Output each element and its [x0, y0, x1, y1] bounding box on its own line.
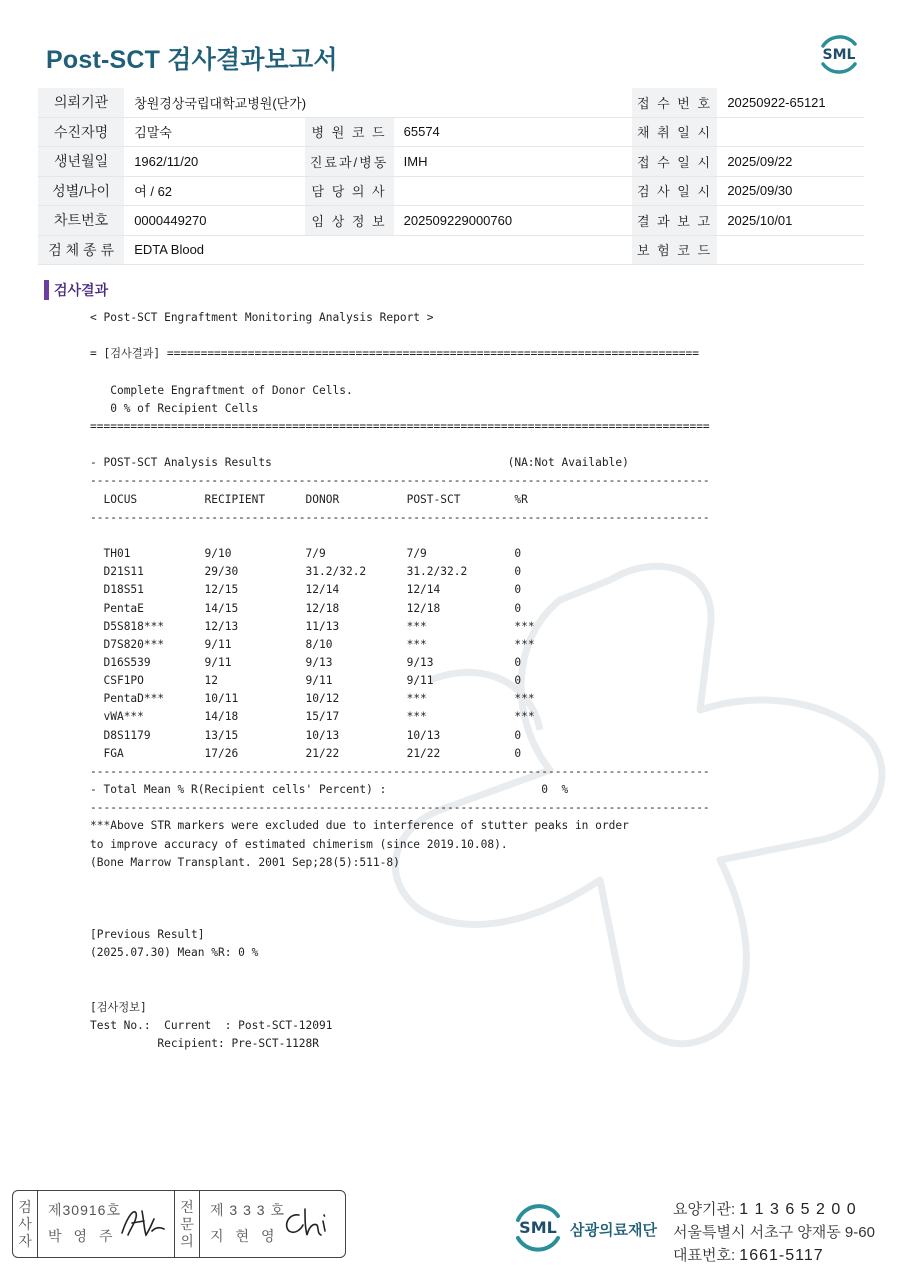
locus-cell: 0 — [514, 547, 522, 561]
specialist-label: 전 문 의 — [175, 1191, 200, 1257]
info-label: 병 원 코 드 — [305, 117, 394, 147]
section-title: 검사결과 — [44, 280, 108, 300]
examiner-license-no: 제30916호 — [48, 1202, 121, 1218]
locus-cell: CSF1PO — [103, 674, 144, 688]
test-number: Test No.: Current : Post-SCT-12091 — [90, 1019, 333, 1033]
locus-cell: D5S818*** — [103, 619, 165, 633]
locus-cell: 29/30 — [204, 565, 239, 579]
locus-cell: 9/11 — [204, 637, 232, 651]
conclusion-line: 0 % of Recipient Cells — [110, 401, 259, 415]
locus-cell: 0 — [514, 583, 522, 597]
na-note: (NA:Not Available) — [507, 456, 629, 470]
info-label: 임 상 정 보 — [305, 206, 394, 236]
locus-cell: 10/13 — [305, 728, 340, 742]
locus-cell: 0 — [514, 655, 522, 669]
locus-cell: *** — [514, 710, 535, 724]
locus-cell: *** — [406, 710, 427, 724]
sml-logo-icon — [815, 30, 863, 78]
column-header: RECIPIENT — [204, 492, 266, 506]
info-label: 생년월일 — [38, 147, 124, 177]
locus-cell: *** — [514, 692, 535, 706]
specialist-license-no: 제 3 3 3 호 — [210, 1202, 285, 1218]
info-label: 수진자명 — [38, 117, 124, 147]
locus-cell: 14/18 — [204, 710, 239, 724]
locus-cell: 0 — [514, 565, 522, 579]
info-label: 접 수 일 시 — [632, 147, 718, 177]
info-label: 담 당 의 사 — [305, 176, 394, 206]
report-rule — [90, 729, 103, 742]
info-value: EDTA Blood — [124, 235, 631, 265]
info-value — [717, 117, 864, 147]
footer-org-name: 삼광의료재단 — [570, 1222, 657, 1239]
locus-cell: 9/11 — [406, 674, 434, 688]
locus-cell: TH01 — [103, 547, 131, 561]
locus-cell: 12/18 — [305, 601, 340, 615]
info-row — [38, 235, 864, 265]
info-value: 1962/11/20 — [124, 147, 304, 177]
locus-cell: 7/9 — [305, 547, 326, 561]
report-rule: -------------------------------------------------------------------------------------------- — [90, 764, 710, 778]
examiner-name: 박영주 — [48, 1228, 125, 1244]
locus-cell: *** — [514, 619, 535, 633]
locus-cell: *** — [406, 692, 427, 706]
info-value: 김말숙 — [124, 117, 304, 147]
examiner-cell — [38, 1191, 175, 1257]
locus-cell: 21/22 — [305, 746, 340, 760]
info-row — [38, 88, 864, 117]
info-value: IMH — [394, 147, 632, 177]
locus-cell: PentaD*** — [103, 692, 165, 706]
locus-cell: *** — [406, 619, 427, 633]
info-value: 2025/10/01 — [717, 206, 864, 236]
locus-cell: 12/13 — [204, 619, 239, 633]
info-label: 접 수 번 호 — [632, 88, 718, 117]
info-row — [38, 206, 864, 236]
specialist-name: 지현영 — [210, 1228, 287, 1244]
report-rule — [90, 656, 103, 669]
locus-cell: 0 — [514, 728, 522, 742]
conclusion-line: Complete Engraftment of Donor Cells. — [110, 383, 353, 397]
report-rule: -------------------------------------------------------------------------------------------- — [90, 474, 710, 488]
report-rule — [90, 583, 103, 596]
locus-cell: D21S11 — [103, 565, 144, 579]
footer-info — [673, 1198, 875, 1267]
info-value: 0000449270 — [124, 206, 304, 236]
total-label: - Total Mean % R(Recipient cells' Percent) : — [90, 783, 387, 797]
info-label: 성별/나이 — [38, 176, 124, 206]
report-rule — [90, 674, 103, 687]
examiner-signature-icon — [118, 1205, 166, 1239]
locus-cell: 11/13 — [305, 619, 340, 633]
footer-phone: 대표번호: 1661-5117 — [673, 1247, 824, 1264]
locus-cell: FGA — [103, 746, 124, 760]
test-info-label: [검사정보] — [90, 1000, 147, 1014]
info-value: 202509229000760 — [394, 206, 632, 236]
locus-cell: D8S1179 — [103, 728, 151, 742]
info-row — [38, 176, 864, 206]
signature-box — [12, 1190, 346, 1258]
specialist-signature-icon — [281, 1205, 329, 1239]
result-label: = [검사결과] — [90, 347, 167, 361]
report-rule: -------------------------------------------------------------------------------------------- — [90, 510, 710, 524]
report-body — [90, 309, 710, 1053]
locus-cell: 17/26 — [204, 746, 239, 760]
specialist-cell — [200, 1191, 337, 1257]
report-rule: ============================================================================================ — [90, 419, 710, 433]
report-rule: -------------------------------------------------------------------------------------------- — [90, 801, 710, 815]
report-rule — [90, 710, 103, 723]
locus-cell: 13/15 — [204, 728, 239, 742]
note-line: to improve accuracy of estimated chimerism (since 2019.10.08). — [90, 837, 508, 851]
locus-cell: *** — [406, 637, 427, 651]
locus-cell: 31.2/32.2 — [305, 565, 367, 579]
locus-cell: 12/14 — [305, 583, 340, 597]
locus-cell: D18S51 — [103, 583, 144, 597]
locus-cell: 0 — [514, 746, 522, 760]
locus-cell: 12/15 — [204, 583, 239, 597]
info-row — [38, 117, 864, 147]
locus-cell: 9/13 — [406, 655, 434, 669]
column-header: LOCUS — [103, 492, 138, 506]
locus-cell: 9/11 — [305, 674, 333, 688]
report-rule — [90, 747, 103, 760]
note-line: ***Above STR markers were excluded due to interference of stutter peaks in order — [90, 819, 629, 833]
footer-institution-code: 요양기관: 1 1 3 6 5 2 0 0 — [673, 1201, 857, 1218]
locus-cell: 15/17 — [305, 710, 340, 724]
report-rule — [90, 384, 110, 397]
locus-cell: 10/12 — [305, 692, 340, 706]
info-value: 65574 — [394, 117, 632, 147]
info-label: 의뢰기관 — [38, 88, 124, 117]
locus-cell: 9/13 — [305, 655, 333, 669]
info-label: 보 험 코 드 — [632, 235, 718, 265]
report-rule — [90, 547, 103, 560]
column-header: DONOR — [305, 492, 340, 506]
report-rule — [90, 493, 103, 506]
locus-cell: 12 — [204, 674, 218, 688]
locus-cell: 9/10 — [204, 547, 232, 561]
report-rule — [90, 602, 103, 615]
examiner-label: 검 사 자 — [13, 1191, 38, 1257]
locus-cell: D16S539 — [103, 655, 151, 669]
note-line: (Bone Marrow Transplant. 2001 Sep;28(5):511-8) — [90, 855, 400, 869]
info-value — [394, 176, 632, 206]
locus-cell: 12/18 — [406, 601, 441, 615]
locus-cell: *** — [514, 637, 535, 651]
info-row — [38, 147, 864, 177]
locus-cell: D7S820*** — [103, 637, 165, 651]
locus-cell: 0 — [514, 674, 522, 688]
info-value: 여 / 62 — [124, 176, 304, 206]
report-rule: =============================================================================== — [166, 347, 700, 361]
report-rule — [90, 402, 110, 415]
sml-footer-logo-icon — [510, 1200, 566, 1254]
locus-cell: 9/11 — [204, 655, 232, 669]
locus-cell: 12/14 — [406, 583, 441, 597]
locus-cell: 10/11 — [204, 692, 239, 706]
info-value: 2025/09/30 — [717, 176, 864, 206]
info-label: 검 체 종 류 — [38, 235, 124, 265]
analysis-title: - POST-SCT Analysis Results — [90, 456, 272, 470]
svg-text:SML: SML — [822, 47, 856, 63]
report-rule — [90, 638, 103, 651]
locus-cell: vWA*** — [103, 710, 144, 724]
report-rule — [90, 565, 103, 578]
total-value: 0 % — [541, 783, 569, 797]
info-value: 2025/09/22 — [717, 147, 864, 177]
info-label: 차트번호 — [38, 206, 124, 236]
column-header: %R — [514, 492, 528, 506]
info-value: 창원경상국립대학교병원(단가) — [124, 88, 631, 117]
column-header: POST-SCT — [406, 492, 461, 506]
report-rule — [90, 692, 103, 705]
info-label: 결 과 보 고 — [632, 206, 718, 236]
locus-cell: 7/9 — [406, 547, 427, 561]
previous-label: [Previous Result] — [90, 928, 205, 942]
locus-cell: 14/15 — [204, 601, 239, 615]
info-value: 20250922-65121 — [717, 88, 864, 117]
locus-cell: 21/22 — [406, 746, 441, 760]
locus-cell: 10/13 — [406, 728, 441, 742]
locus-cell: 31.2/32.2 — [406, 565, 468, 579]
report-heading: < Post-SCT Engraftment Monitoring Analysis Report > — [90, 311, 434, 324]
locus-cell: PentaE — [103, 601, 144, 615]
patient-info-table — [38, 88, 864, 265]
test-number: Recipient: Pre-SCT-1128R — [90, 1037, 320, 1051]
info-value — [717, 235, 864, 265]
report-title: Post-SCT 검사결과보고서 — [46, 46, 338, 74]
info-label: 채 취 일 시 — [632, 117, 718, 147]
svg-text:SML: SML — [519, 1218, 557, 1237]
footer-address: 서울특별시 서초구 양재동 9-60 — [673, 1224, 875, 1241]
previous-value: (2025.07.30) Mean %R: 0 % — [90, 946, 259, 960]
locus-cell: 0 — [514, 601, 522, 615]
info-label: 진료과/병동 — [305, 147, 394, 177]
report-rule — [90, 620, 103, 633]
info-label: 검 사 일 시 — [632, 176, 718, 206]
locus-cell: 8/10 — [305, 637, 333, 651]
